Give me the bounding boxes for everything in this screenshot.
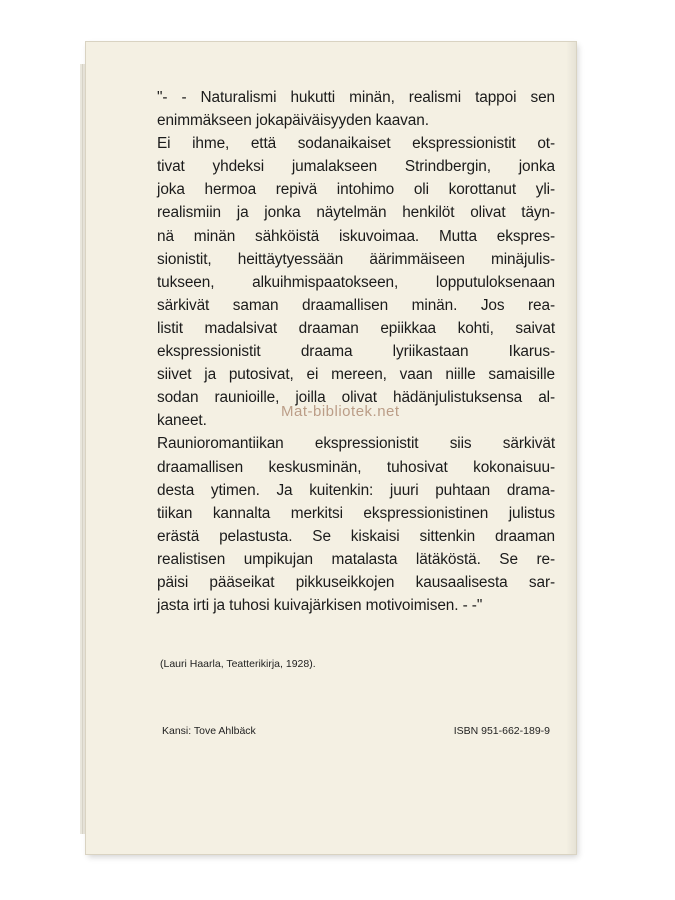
- quote-line: draamallisen keskusminän, tuhosivat kokonaisuu-: [157, 458, 555, 476]
- quote-paragraph-1: [157, 86, 555, 132]
- book-back-cover: [86, 42, 576, 854]
- quote-line: joka hermoa repivä intohimo oli korottanut yli-: [157, 181, 555, 199]
- quote-line: erästä pelastusta. Se kiskaisi sittenkin draaman: [157, 527, 555, 545]
- quote-line: Raunioromantiikan ekspressionistit siis särkivät: [157, 435, 555, 453]
- quote-line: Ei ihme, että sodanaikaiset ekspressionistit ot-: [157, 135, 555, 153]
- quote-block: [157, 86, 555, 617]
- quote-line: sionistit, heittäytyessään äärimmäiseen minäjulis-: [157, 250, 555, 268]
- quote-line: enimmäkseen jokapäiväisyyden kaavan.: [157, 112, 429, 130]
- quote-line: siivet ja putosivat, ei mereen, vaan niille samaisille: [157, 366, 555, 384]
- quote-line: tiikan kannalta merkitsi ekspressionistinen julistus: [157, 504, 555, 522]
- cover-credit: Kansi: Tove Ahlbäck: [162, 725, 256, 737]
- quote-line: realismiin ja jonka näytelmän henkilöt olivat täyn-: [157, 204, 555, 222]
- quote-line: realistisen umpikujan matalasta lätäköstä. Se re-: [157, 550, 555, 568]
- quote-line: särkivät saman draamallisen minän. Jos rea-: [157, 296, 555, 314]
- quote-line: ekspressionistit draama lyriikastaan Ikarus-: [157, 343, 555, 361]
- quote-line: "- - Naturalismi hukutti minän, realismi tappoi sen: [157, 89, 555, 106]
- quote-line: nä minän sähköistä iskuvoimaa. Mutta ekspres-: [157, 227, 555, 245]
- quote-line: jasta irti ja tuhosi kuivajärkisen motivoimisen. - -": [157, 597, 483, 615]
- quote-paragraph-3: [157, 432, 555, 617]
- quote-paragraph-2: [157, 132, 555, 432]
- watermark-text: Mat-bibliotek.net: [281, 403, 400, 420]
- quote-line: desta ytimen. Ja kuitenkin: juuri puhtaan drama-: [157, 481, 555, 499]
- quote-line: tivat yhdeksi jumalakseen Strindbergin, jonka: [157, 158, 555, 176]
- quote-line: listit madalsivat draaman epiikkaa kohti, saivat: [157, 319, 555, 337]
- quote-line: kaneet.: [157, 412, 207, 430]
- quote-line: päisi pääseikat pikkuseikkojen kausaalisesta sar-: [157, 573, 555, 591]
- isbn-label: ISBN 951-662-189-9: [453, 725, 550, 737]
- quote-citation: (Lauri Haarla, Teatterikirja, 1928).: [160, 658, 316, 670]
- quote-line: sodan raunioille, joilla olivat hädänjulistuksensa al-: [157, 389, 555, 407]
- quote-line: tukseen, alkuihmispaatokseen, lopputuloksenaan: [157, 273, 555, 291]
